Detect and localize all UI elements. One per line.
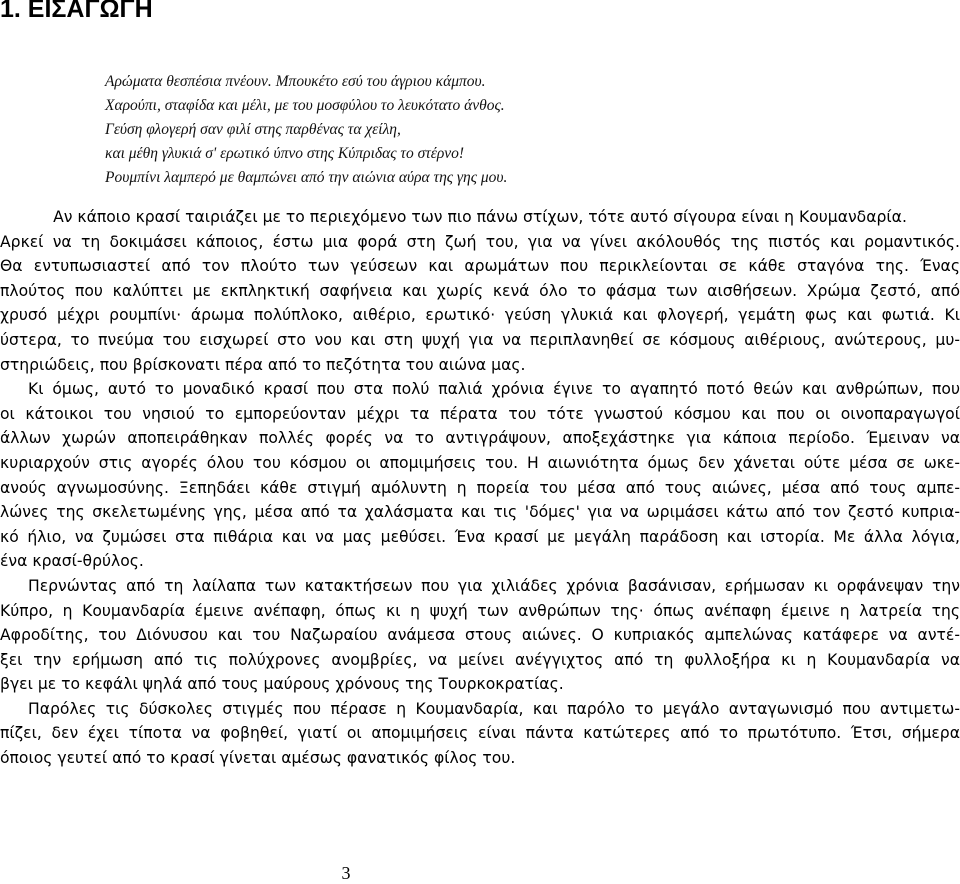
poem-line: Ρουμπίνι λαμπερό με θαμπώνει από την αιώνια αύρα της γης μου.: [105, 169, 508, 186]
text-line: Θα εντυπωσιαστεί από τον πλούτο των γεύσεων και αρωμάτων που περικλείονται σε κάθε σταγόνα της. Ένας: [0, 257, 960, 276]
text-line: ανούς αγνωμοσύνης. Ξεπηδάει κάθε στιγμή αμόλυντη η πορεία του μέσα από τους αιώνες, μέσα από τους αμπε-: [0, 478, 960, 497]
paragraph: [0, 697, 960, 771]
paragraph: [0, 377, 960, 574]
text-line: στηριώδεις, που βρίσκονατι πέρα από το πεζότητα του αιώνα μας.: [0, 355, 526, 374]
body-text: [0, 205, 960, 771]
epigraph-poem: [105, 70, 507, 190]
text-line: Αν κάποιο κρασί ταιριάζει με το περιεχόμενο των πιο πάνω στίχων, τότε αυτό σίγουρα είναι η Κουμανδαρία.: [53, 208, 907, 226]
paragraph: [0, 205, 960, 377]
text-line: βγει με το κεφάλι ψηλά από τους μαύρους χρόνους της Τουρκοκρατίας.: [0, 675, 564, 694]
paragraph: [0, 574, 960, 697]
text-line: Παρόλες τις δύσκολες στιγμές που πέρασε η Κουμανδαρία, και παρόλο το μεγάλο ανταγωνισμό που αντιμετω-: [28, 699, 960, 718]
text-line: Περνώντας από τη λαίλαπα των κατακτήσεων που για χιλιάδες χρόνια βασάνισαν, ερήμωσαν κι ορφάνεψαν την: [28, 576, 960, 595]
text-line: πλούτος που καλύπτει με εκπληκτική σαφήνεια και χωρίς κενά όλο το φάσμα των αισθήσεων. Χρώμα ζεστό, από: [0, 281, 960, 300]
text-line: Κι όμως, αυτό το μοναδικό κρασί που στα πολύ παλιά χρόνια έγινε το αγαπητό ποτό θεών και ανθρώπων, που: [28, 380, 960, 399]
text-line: άλλων χωρών αποπειράθηκαν πολλές φορές να το αντιγράψουν, αποξεχάστηκε για κάποια περίοδο. Έμειναν να: [0, 429, 960, 448]
text-line: Κύπρο, η Κουμανδαρία έμεινε ανέπαφη, όπως κι η ψυχή των ανθρώπων της· όπως ανέπαφη έμεινε η λατρεία της: [0, 601, 960, 620]
page-number: 3: [341, 863, 351, 883]
text-line: κυριαρχούν στις αγορές όλου του κόσμου οι απομιμήσεις του. Η αιωνιότητα όμως δεν χάνεται ούτε μέσα σε ωκε-: [0, 453, 960, 472]
text-line: οι κάτοικοι του νησιού το εμπορεύονταν μέχρι τα πέρατα του τότε γνωστού κόσμου και που οι οινοπαραγωγοί: [0, 404, 960, 423]
text-line: όποιος γευτεί από το κρασί γίνεται αμέσως φανατικός φίλος του.: [0, 749, 516, 768]
poem-line: Αρώματα θεσπέσια πνέουν. Μπουκέτο εσύ του άγριου κάμπου.: [105, 73, 486, 90]
text-line: χρυσό μέχρι ρουμπίνι· άρωμα πολύπλοκο, αιθέριο, ερωτικό· γεύση γλυκιά και φλογερή, γεμάτη φως και φωτιά. Κι: [0, 306, 960, 325]
text-line: ύστερα, το πνεύμα του εισχωρεί στο νου και στη ψυχή για να περιπλανηθεί σε κόσμους αιθέριους, ανώτερους, μυ-: [0, 330, 960, 349]
text-line: Αφροδίτης, του Διόνυσου και του Ναζωραίου ανάμεσα στους αιώνες. Ο κυπριακός αμπελώνας κατάφερε να αντέ-: [0, 626, 960, 645]
text-line: Αρκεί να τη δοκιμάσει κάποιος, έστω μια φορά στη ζωή του, για να γίνει ακόλουθός της πιστός και ρομαντικός.: [0, 232, 960, 251]
poem-line: Χαρούπι, σταφίδα και μέλι, με του μοσφύλου το λευκότατο άνθος.: [105, 97, 505, 114]
poem-line: Γεύση φλογερή σαν φιλί στης παρθένας τα χείλη,: [105, 121, 401, 138]
text-line: ξει την ερήμωση από τις πολύχρονες ανομβρίες, να μείνει ανέγγιχτος από τη φυλλοξήρα κι η Κουμανδαρία να: [0, 650, 960, 669]
text-line: λώνες της σκελετωμένης γης, μέσα από τα χαλάσματα και τις 'δόμες' για να ωριμάσει κάτω από τον ζεστό κυπρια-: [0, 503, 960, 522]
text-line: πίζει, δεν έχει τίποτα να φοβηθεί, γιατί οι απομιμήσεις είναι πάντα κατώτερες από το πρωτότυπο. Έτσι, σήμερα: [0, 724, 960, 743]
poem-line: και μέθη γλυκιά σ' ερωτικό ύπνο στης Κύπριδας το στέρνο!: [105, 145, 465, 162]
text-line: κό ήλιο, να ζυμώσει στα πιθάρια και να μας μεθύσει. Ένα κρασί με μεγάλη παράδοση και ιστορία. Με άλλα λόγια,: [0, 527, 960, 546]
text-line: ένα κρασί-θρύλος.: [0, 552, 144, 571]
chapter-heading: 1. ΕΙΣΑΓΩΓΗ: [0, 0, 153, 23]
